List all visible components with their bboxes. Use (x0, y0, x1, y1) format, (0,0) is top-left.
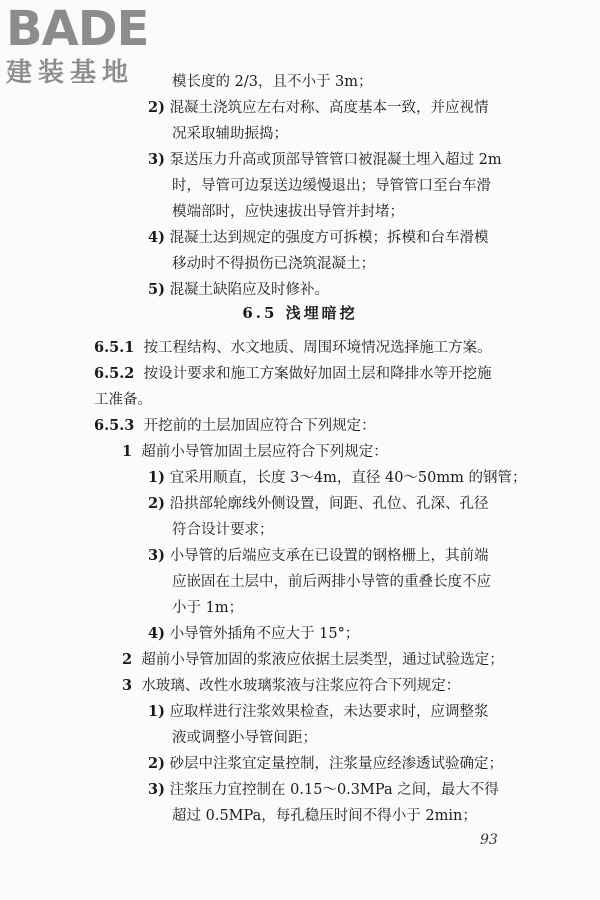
text-line: 况采取辅助振捣； (172, 126, 288, 142)
list-item: 3) 注浆压力宜控制在 0.15～0.3MPa 之间，最大不得 (148, 781, 499, 798)
list-item: 2) 混凝土浇筑应左右对称、高度基本一致，并应视情 (148, 99, 489, 116)
text-line: 符合设计要求； (172, 522, 274, 538)
text-line: 液或调整小导管间距； (172, 730, 317, 746)
list-item: 2) 沿拱部轮廓线外侧设置，间距、孔位、孔深、孔径 (148, 495, 489, 512)
page-number: 93 (480, 832, 498, 848)
text-line: 模长度的 2/3，且不小于 3m； (172, 74, 373, 90)
logo-subtitle: 建装基地 (6, 58, 135, 88)
list-item: 2) 砂层中注浆宜定量控制，注浆量应经渗透试验确定； (148, 755, 504, 772)
section-heading: 6.5 浅埋暗挖 (242, 304, 358, 322)
logo-letter-a: A (41, 1, 78, 57)
text-line: 工准备。 (94, 392, 152, 408)
list-item: 1 超前小导管加固土层应符合下列规定： (122, 443, 388, 460)
list-item: 4) 小导管外插角不应大于 15°； (148, 625, 360, 642)
text-line: 小于 1m； (172, 600, 244, 616)
text-line: 时，导管可边泵送边缓慢退出；导管管口至台车滑 (172, 178, 491, 194)
bade-logo (6, 1, 186, 96)
list-item: 5) 混凝土缺陷应及时修补。 (148, 281, 330, 298)
list-item: 4) 混凝土达到规定的强度方可拆模；拆模和台车滑模 (148, 229, 489, 246)
list-item: 3) 泵送压力升高或顶部导管管口被混凝土埋入超过 2m (148, 151, 502, 168)
clause: 6.5.3 开挖前的土层加固应符合下列规定： (94, 417, 376, 434)
text-line: 超过 0.5MPa，每孔稳压时间不得小于 2min； (172, 808, 477, 824)
list-item: 2 超前小导管加固的浆液应依据土层类型，通过试验选定； (122, 651, 504, 668)
text-line: 移动时不得损伤已浇筑混凝土； (172, 256, 375, 272)
list-item: 1) 宜采用顺直，长度 3～4m，直径 40～50mm 的钢管； (148, 469, 527, 486)
list-item: 3) 小导管的后端应支承在已设置的钢格栅上，其前端 (148, 547, 489, 564)
logo-wordmark (6, 1, 186, 57)
text-line: 应嵌固在土层中，前后两排小导管的重叠长度不应 (172, 574, 491, 590)
clause: 6.5.1 按工程结构、水文地质、周围环境情况选择施工方案。 (94, 339, 492, 356)
clause: 6.5.2 按设计要求和施工方案做好加固土层和降排水等开挖施 (94, 365, 492, 382)
text-line: 模端部时，应快速拔出导管并封堵； (172, 204, 404, 220)
list-item: 1) 应取样进行注浆效果检查，未达要求时，应调整浆 (148, 703, 489, 720)
logo-letter-b: B (6, 1, 42, 57)
logo-letters-de: DE (77, 1, 149, 57)
list-item: 3 水玻璃、改性水玻璃浆液与注浆应符合下列规定： (122, 677, 461, 694)
